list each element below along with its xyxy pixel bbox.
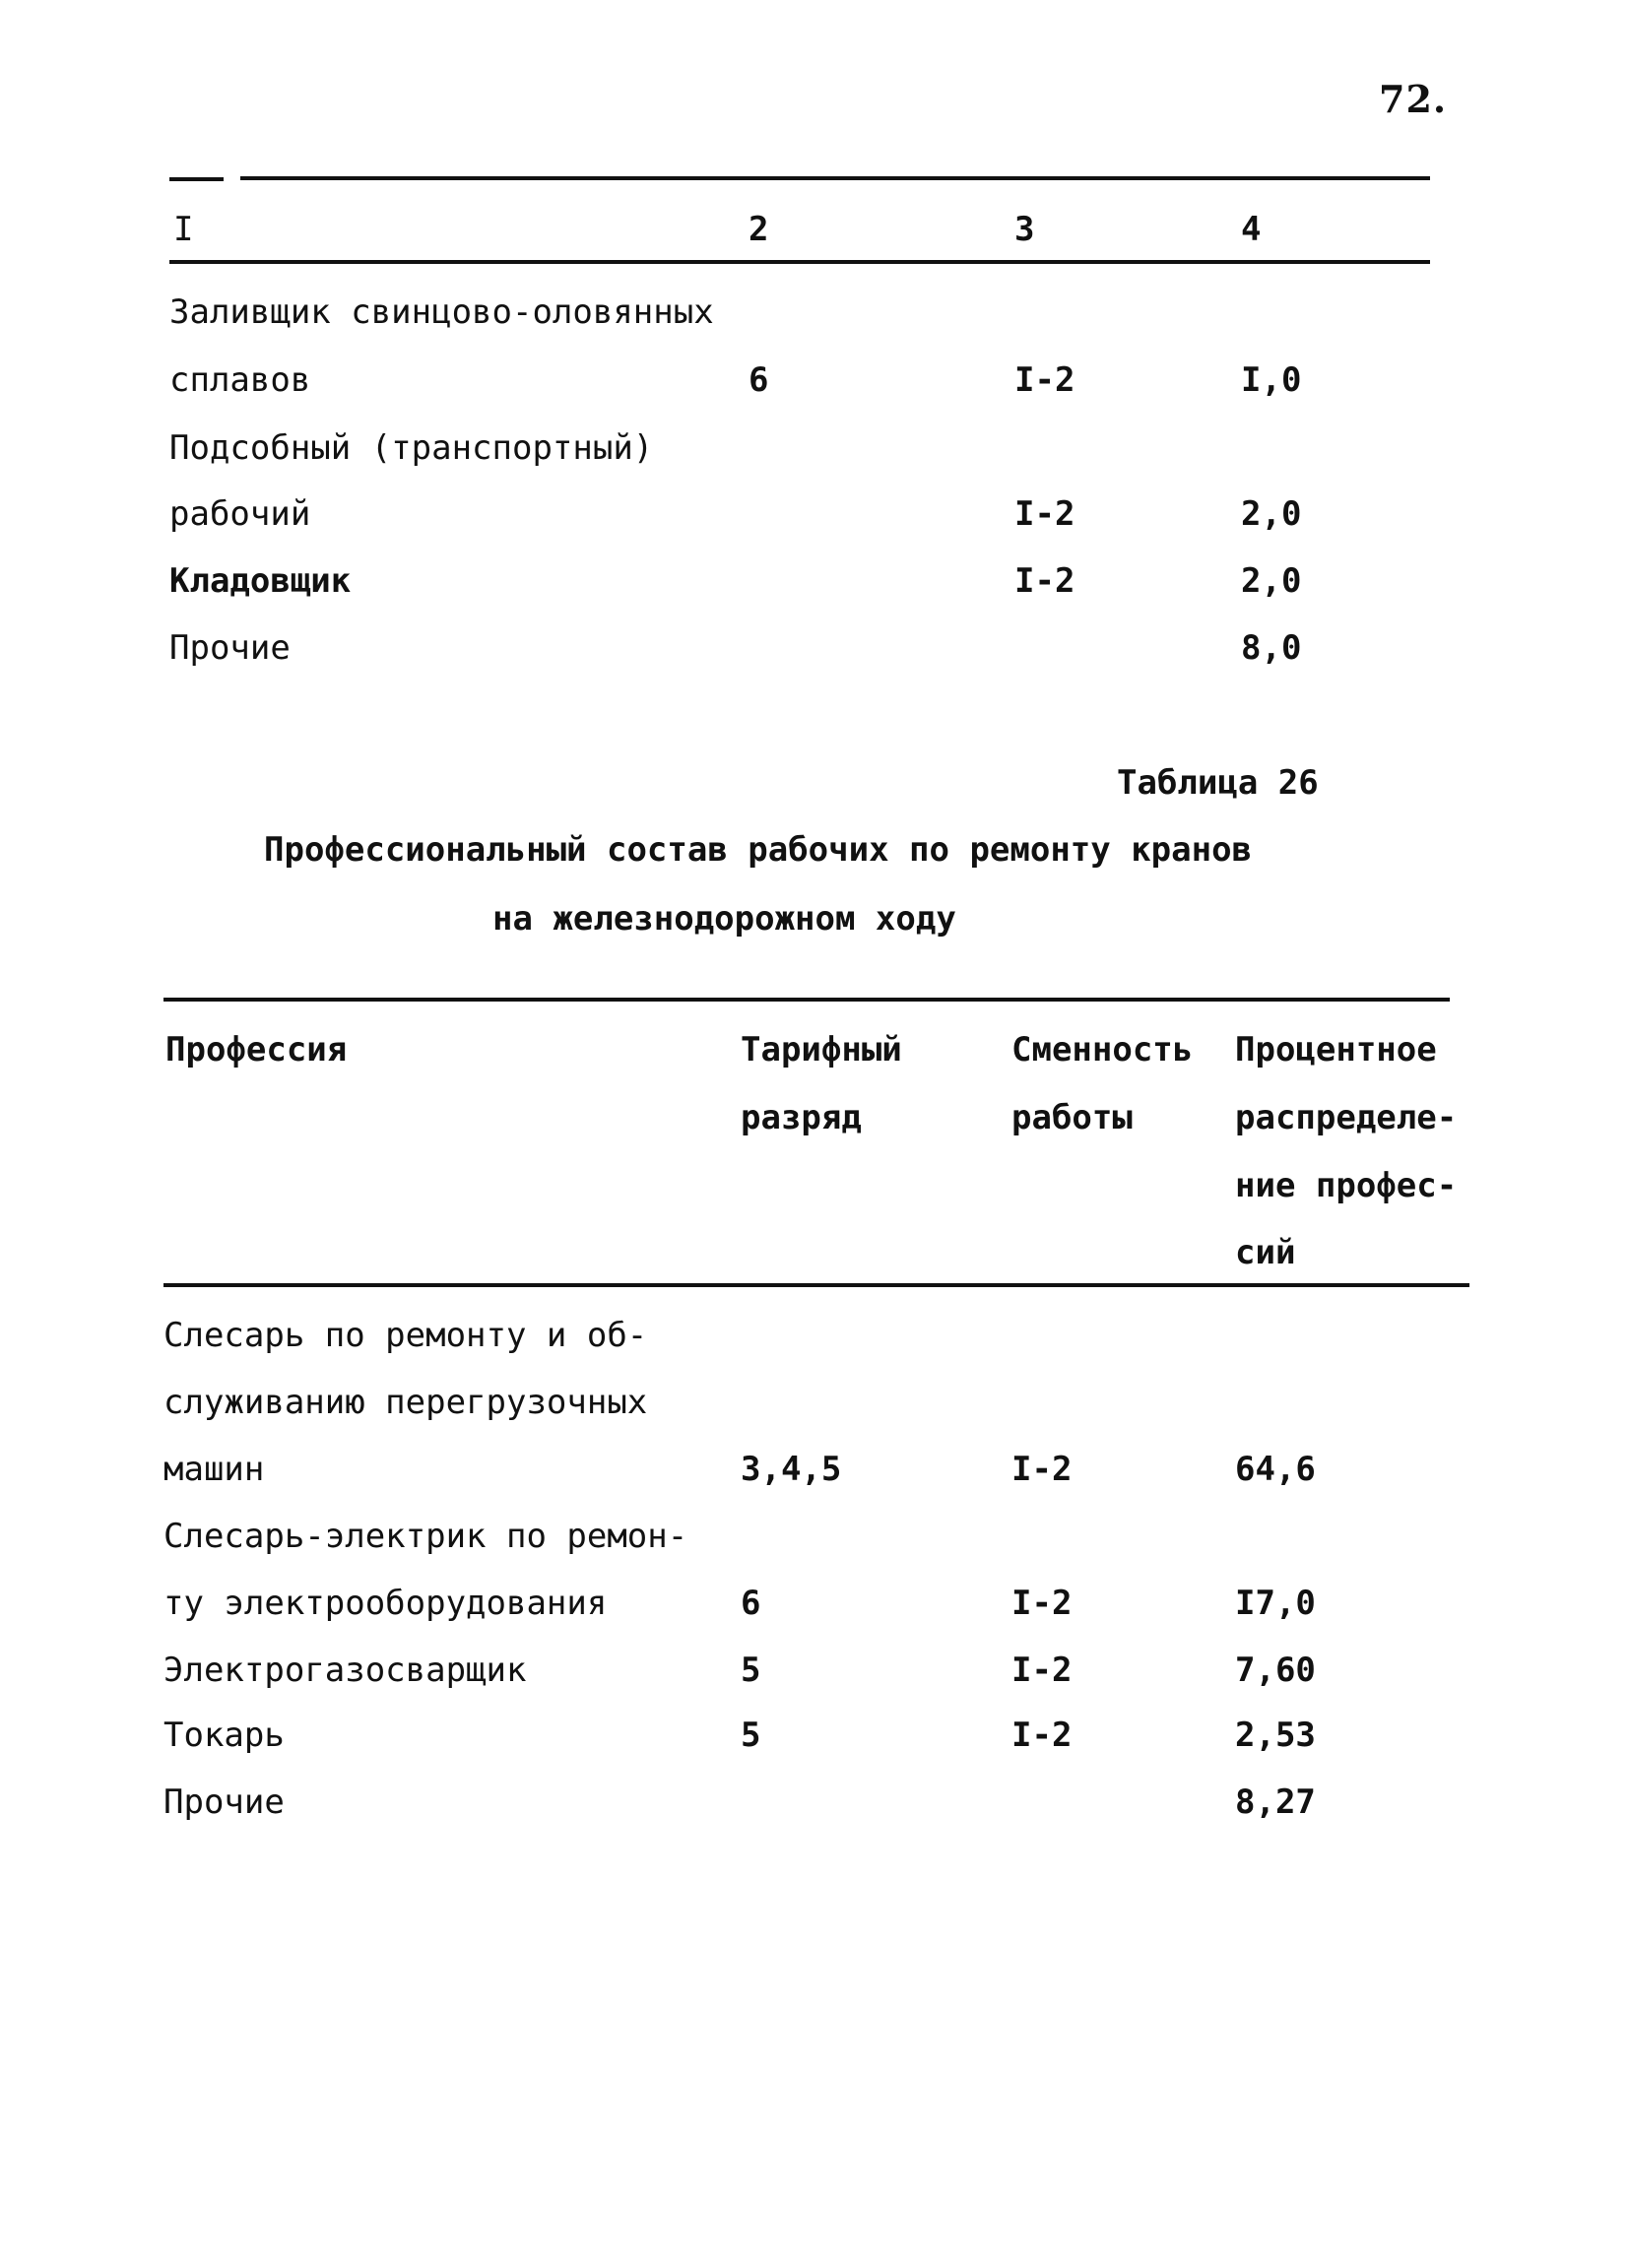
table-cell: 3,4,5 xyxy=(741,1450,842,1489)
header-bottom-rule xyxy=(163,1283,1469,1287)
table-cell: I,0 xyxy=(1241,360,1302,400)
table-cell: Электрогазосварщик xyxy=(163,1651,527,1690)
table-top-rule xyxy=(169,177,224,181)
table-cell: Прочие xyxy=(169,628,291,668)
column-header: ние профес- xyxy=(1235,1166,1458,1205)
table-cell: 6 xyxy=(749,360,769,400)
column-header: I xyxy=(173,210,194,249)
column-header: Сменность xyxy=(1011,1030,1194,1069)
column-header: Профессия xyxy=(165,1030,348,1069)
table-cell: I-2 xyxy=(1011,1651,1073,1690)
table-cell: ту электрооборудования xyxy=(163,1584,608,1623)
table-cell: 7,60 xyxy=(1235,1651,1316,1690)
table-caption: Таблица 26 xyxy=(1117,763,1319,803)
table-cell: 6 xyxy=(741,1584,761,1623)
table-cell: 5 xyxy=(741,1716,761,1755)
column-header: Тарифный xyxy=(741,1030,902,1069)
table-cell: сплавов xyxy=(169,360,311,400)
table-cell: машин xyxy=(163,1450,265,1489)
table-cell: Токарь xyxy=(163,1716,285,1755)
table-cell: Прочие xyxy=(163,1782,285,1822)
column-header: работы xyxy=(1011,1098,1133,1137)
table-cell: 5 xyxy=(741,1651,761,1690)
table-title: на железнодорожном ходу xyxy=(492,899,956,939)
table-cell: Слесарь по ремонту и об- xyxy=(163,1316,648,1355)
column-header: Процентное xyxy=(1235,1030,1437,1069)
table-cell: I-2 xyxy=(1014,561,1075,601)
table-cell: 2,0 xyxy=(1241,494,1302,534)
header-bottom-rule xyxy=(169,260,1430,264)
table-cell: I-2 xyxy=(1014,494,1075,534)
table-cell: I7,0 xyxy=(1235,1584,1316,1623)
table-cell: 2,0 xyxy=(1241,561,1302,601)
table-cell: 8,27 xyxy=(1235,1782,1316,1822)
table-cell: I-2 xyxy=(1011,1450,1073,1489)
column-header: 3 xyxy=(1014,210,1035,249)
table-cell: 8,0 xyxy=(1241,628,1302,668)
table-cell: I-2 xyxy=(1014,360,1075,400)
page-number: 72. xyxy=(1379,77,1448,121)
table-cell: Подсобный (транспортный) xyxy=(169,428,654,468)
table-cell: 2,53 xyxy=(1235,1716,1316,1755)
table-top-rule xyxy=(240,176,1430,180)
column-header: 4 xyxy=(1241,210,1262,249)
table-cell: служиванию перегрузочных xyxy=(163,1383,648,1422)
table-cell: I-2 xyxy=(1011,1584,1073,1623)
column-header: разряд xyxy=(741,1098,862,1137)
table-cell: Слесарь-электрик по ремон- xyxy=(163,1517,688,1556)
table-cell: рабочий xyxy=(169,494,311,534)
column-header: распределе- xyxy=(1235,1098,1458,1137)
column-header: 2 xyxy=(749,210,769,249)
table-top-rule xyxy=(163,998,1450,1002)
column-header: сий xyxy=(1235,1233,1296,1272)
table-cell: 64,6 xyxy=(1235,1450,1316,1489)
table-cell: Кладовщик xyxy=(169,561,352,601)
table-cell: Заливщик свинцово-оловянных xyxy=(169,292,714,332)
table-cell: I-2 xyxy=(1011,1716,1073,1755)
table-title: Профессиональный состав рабочих по ремонту кранов xyxy=(264,830,1253,870)
